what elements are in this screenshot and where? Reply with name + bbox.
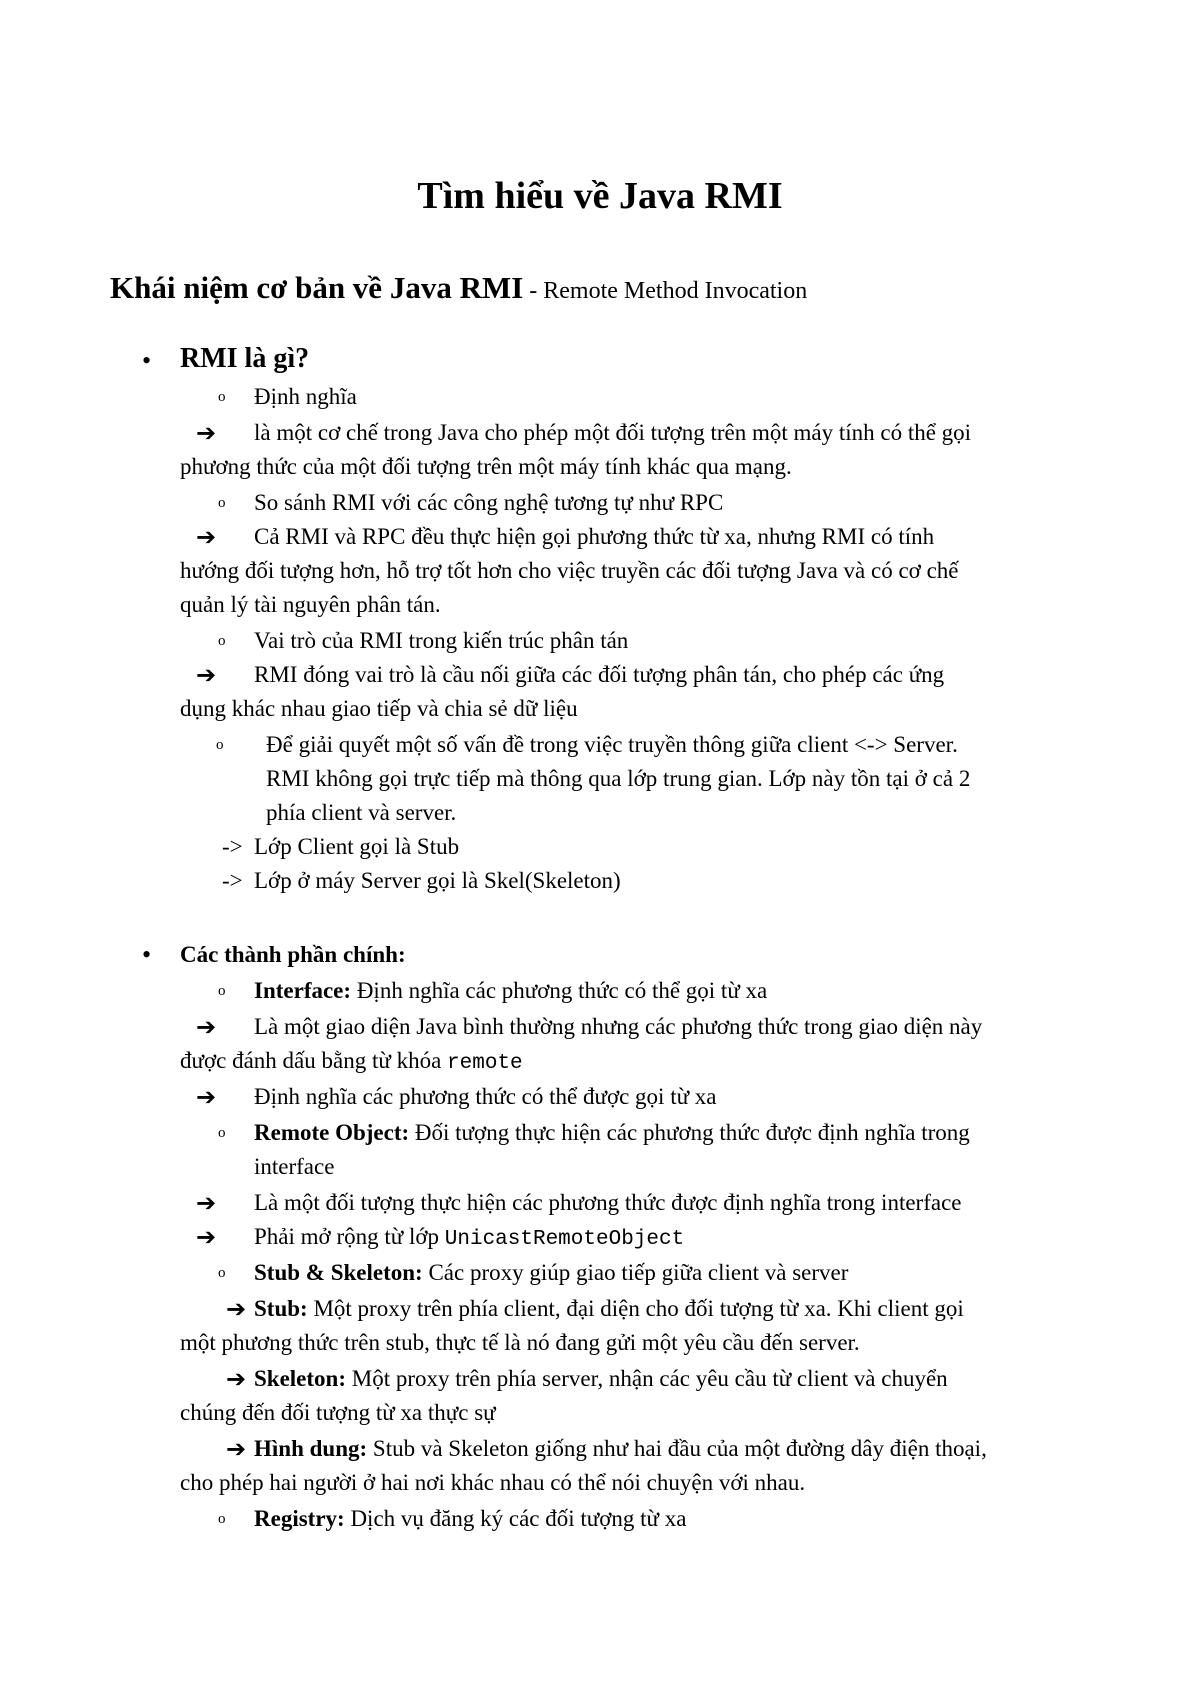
arrow-icon: ➔ xyxy=(196,523,217,551)
remote-keyword: remote xyxy=(447,1052,523,1075)
registry-text: Dịch vụ đăng ký các đối tượng từ xa xyxy=(344,1506,687,1531)
interface-desc: Là một giao diện Java bình thường nhưng các phương thức trong giao diện này xyxy=(254,1014,983,1039)
section-title-components: Các thành phần chính: xyxy=(180,942,406,967)
skeleton-label: Skeleton: xyxy=(254,1366,346,1391)
subitem-stub-skeleton xyxy=(254,1258,848,1288)
role-text: RMI đóng vai trò là cầu nối giữa các đối tượng phân tán, cho phép các ứng xyxy=(254,662,945,687)
document-title: Tìm hiểu về Java RMI xyxy=(417,175,783,217)
circle-marker: o xyxy=(218,1125,226,1141)
remote-object-text: Đối tượng thực hiện các phương thức được định nghĩa trong xyxy=(409,1120,970,1145)
compare-text: quản lý tài nguyên phân tán. xyxy=(180,592,441,617)
subitem-definition: Định nghĩa xyxy=(254,384,357,409)
dash-arrow-marker: -> xyxy=(222,868,243,893)
registry-label: Registry: xyxy=(254,1506,345,1531)
arrow-icon: ➔ xyxy=(226,1295,247,1323)
remote-object-desc xyxy=(254,1222,684,1255)
stub-text: Một proxy trên phía client, đại diện cho đối tượng từ xa. Khi client gọi xyxy=(307,1296,964,1321)
interface-label: Interface: xyxy=(254,978,352,1003)
remote-object-desc: Là một đối tượng thực hiện các phương thức được định nghĩa trong interface xyxy=(254,1190,962,1215)
stub-line: Lớp Client gọi là Stub xyxy=(254,834,460,859)
circle-marker: o xyxy=(218,1511,226,1527)
circle-marker: o xyxy=(218,1265,226,1281)
arrow-icon: ➔ xyxy=(196,1013,217,1041)
heading-sub: - Remote Method Invocation xyxy=(523,278,808,304)
analogy-label: Hình dung: xyxy=(254,1436,368,1461)
analogy-text: Stub và Skeleton giống như hai đầu của một đường dây điện thoại, xyxy=(367,1436,987,1461)
circle-marker: o xyxy=(218,983,226,999)
bullet-marker: • xyxy=(142,346,152,375)
problem-text: Để giải quyết một số vấn đề trong việc truyền thông giữa client <-> Server. xyxy=(266,732,958,757)
dash-arrow-marker: -> xyxy=(222,834,243,859)
problem-text: phía client và server. xyxy=(266,800,457,825)
arrow-icon: ➔ xyxy=(226,1435,247,1463)
interface-desc xyxy=(180,1046,523,1079)
heading-main: Khái niệm cơ bản về Java RMI xyxy=(110,270,524,305)
stub-label: Stub: xyxy=(254,1296,308,1321)
interface-text: Định nghĩa các phương thức có thể gọi từ xa xyxy=(351,978,768,1003)
stub-desc: một phương thức trên stub, thực tế là nó đang gửi một yêu cầu đến server. xyxy=(180,1330,860,1355)
circle-marker: o xyxy=(216,737,224,753)
skeleton-text: Một proxy trên phía server, nhận các yêu cầu từ client và chuyển xyxy=(346,1366,948,1391)
analogy-desc xyxy=(254,1434,987,1464)
problem-text: RMI không gọi trực tiếp mà thông qua lớp trung gian. Lớp này tồn tại ở cả 2 xyxy=(266,766,971,791)
arrow-icon: ➔ xyxy=(196,1223,217,1251)
circle-marker: o xyxy=(218,495,226,511)
skeleton-desc: chúng đến đối tượng từ xa thực sự xyxy=(180,1400,496,1425)
bullet-marker: • xyxy=(142,940,152,969)
role-text: dụng khác nhau giao tiếp và chia sẻ dữ liệu xyxy=(180,696,578,721)
stub-skeleton-text: Các proxy giúp giao tiếp giữa client và server xyxy=(422,1260,849,1285)
definition-text: phương thức của một đối tượng trên một máy tính khác qua mạng. xyxy=(180,454,792,479)
remote-object-desc-text: Phải mở rộng từ lớp xyxy=(254,1224,445,1249)
unicast-keyword: UnicastRemoteObject xyxy=(444,1228,685,1251)
compare-text: Cả RMI và RPC đều thực hiện gọi phương thức từ xa, nhưng RMI có tính xyxy=(254,524,935,549)
arrow-icon: ➔ xyxy=(196,1083,217,1111)
section-heading xyxy=(110,268,807,311)
subitem-role: Vai trò của RMI trong kiến trúc phân tán xyxy=(254,628,629,653)
compare-text: hướng đối tượng hơn, hỗ trợ tốt hơn cho việc truyền các đối tượng Java và có cơ chế xyxy=(180,558,959,583)
interface-desc-text: được đánh dấu bằng từ khóa xyxy=(180,1048,448,1073)
definition-text: là một cơ chế trong Java cho phép một đối tượng trên một máy tính có thể gọi xyxy=(254,420,972,445)
subitem-interface xyxy=(254,976,767,1006)
circle-marker: o xyxy=(218,389,226,405)
skeleton-line: Lớp ở máy Server gọi là Skel(Skeleton) xyxy=(254,868,621,893)
subitem-remote-object xyxy=(254,1118,970,1148)
arrow-icon: ➔ xyxy=(196,419,217,447)
arrow-icon: ➔ xyxy=(226,1365,247,1393)
stub-skeleton-label: Stub & Skeleton: xyxy=(254,1260,423,1285)
arrow-icon: ➔ xyxy=(196,1189,217,1217)
section-title-rmi: RMI là gì? xyxy=(180,343,310,374)
skeleton-desc xyxy=(254,1364,948,1394)
circle-marker: o xyxy=(218,633,226,649)
stub-desc xyxy=(254,1294,964,1324)
analogy-desc: cho phép hai người ở hai nơi khác nhau có thể nói chuyện với nhau. xyxy=(180,1470,806,1495)
remote-object-text: interface xyxy=(254,1154,335,1179)
subitem-registry xyxy=(254,1504,686,1534)
arrow-icon: ➔ xyxy=(196,661,217,689)
subitem-compare: So sánh RMI với các công nghệ tương tự như RPC xyxy=(254,490,724,515)
remote-object-label: Remote Object: xyxy=(254,1120,410,1145)
interface-desc: Định nghĩa các phương thức có thể được gọi từ xa xyxy=(254,1084,717,1109)
